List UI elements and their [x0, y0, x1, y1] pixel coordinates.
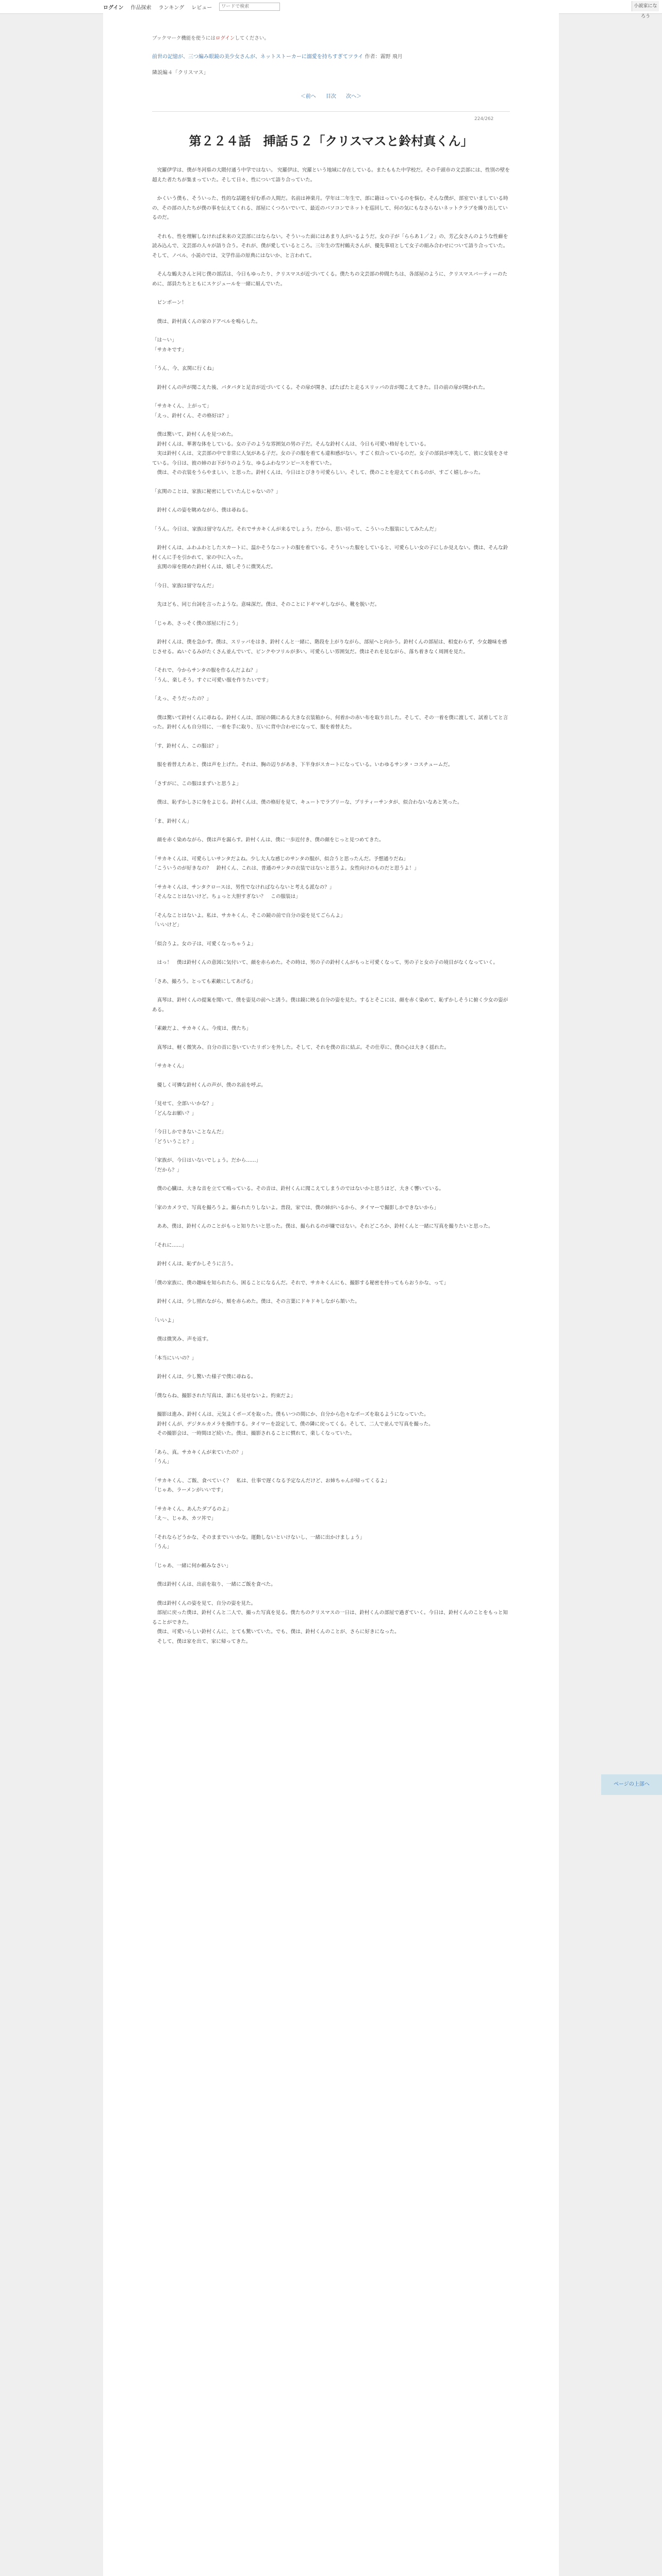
body-paragraph: 僕の心臓は、大きな音を立てて鳴っている。その音は、鈴村くんに聞こえてしまうのではないかと思うほど、大きく響いている。	[152, 1186, 444, 1192]
body-paragraph: 「本当にいいの？」	[152, 1355, 197, 1361]
body-paragraph: 僕は、鈴村真くんの家のドアベルを鳴らした。	[152, 318, 261, 325]
body-paragraph: 「似合うよ。女の子は、可愛くなっちゃうよ」	[152, 941, 256, 947]
prev-link[interactable]: ＜前へ	[300, 94, 316, 99]
body-paragraph: 鈴村くんの姿を眺めながら、僕は尋ねる。	[152, 507, 251, 513]
next-link[interactable]: 次へ＞	[346, 94, 362, 99]
body-paragraph: 僕は驚いて鈴村くんに尋ねる。鈴村くんは、部屋の隅にある大きな衣装箱から、何着かの赤い布を取り出した。そして、その一着を僕に渡して、試着してと言った。鈴村くんも自分用に、一着を手に取り、互いに背中合わせになって、服を着替えた。	[152, 715, 508, 730]
body-paragraph: 顔を赤く染めながら、僕は声を漏らす。鈴村くんは、僕に一歩近付き、僕の顔をじっと見つめてきた。	[152, 837, 384, 843]
body-paragraph: 鈴村くんは、僕を急かす。僕は、スリッパをはき、鈴村くんと一緒に、階段を上がりながら、部屋へと向かう。鈴村くんの部屋は、相変わらず、少女趣味を感じさせる。ぬいぐるみがたくさん並んでいて、ピンクやフリルが多い。可愛らしい雰囲気だ。僕はそれを見ながら、落ち着きなく周囲を見た。	[152, 639, 507, 655]
body-paragraph: 僕は鈴村くんは、出前を取り、一緒にご飯を食べた。	[152, 1582, 276, 1587]
body-paragraph: 「ま、鈴村くん」	[152, 818, 192, 824]
bookmark-notice	[152, 34, 269, 41]
body-paragraph: 「そんなことはないよ。私は、サカキくん、そこの鏡の前で自分の姿を見てごらんよ」 「いいけど」	[152, 912, 345, 928]
body-paragraph: 「玄関のことは、家族に秘密にしていたんじゃないの？」	[152, 488, 281, 495]
body-paragraph: 「それならどうかな、そのままでいいかな。運動しないといけないし、一緒に出かけましょう」 「うん」	[152, 1534, 365, 1550]
body-paragraph: ピンポーン！	[152, 300, 187, 306]
body-paragraph: 究羅伊学は、僕が冬河県の大隈付通う中学ではない。 究羅伊は、究羅という地域に存在している。またももた中学校だ。その千頭市の文芸部には、性別の壁を超えた者たちが集まっていた。そして日々、性について語り合っていた。	[152, 167, 510, 183]
body-paragraph: はっ！ 僕は鈴村くんの意図に気付いて、顔を赤らめた。その時は、男の子の鈴村くんがもっと可愛くなって、男の子と女の子の境目がなくなっていく。	[152, 960, 498, 965]
divider-top	[152, 111, 510, 112]
body-paragraph: 「は〜い」 「サカキです」	[152, 337, 187, 353]
body-paragraph: 「えっ、そうだったの？」	[152, 696, 212, 702]
body-paragraph: 真琴は、軽く微笑み、自分の首に巻いていたリボンを外した。そして、それを僕の首に結ぶ。その仕草に、僕の心は大きく揺れた。	[152, 1044, 450, 1050]
body-paragraph: 「サカキくんは、可愛らしいサンタだよね。少し大人な感じのサンタの服が、似合うと思ったんだ。予想通りだね」 「こういうのが好きなの？ 鈴村くん、これは、普通のサンタの衣装ではないと思うよ。女性向けのものだと思うよ！」	[152, 856, 419, 871]
body-paragraph: 「僕の家族に、僕の趣味を知られたら、困ることになるんだ。それで、サカキくんにも、撮影する秘密を持ってもらおうかな、って」	[152, 1280, 449, 1286]
body-paragraph: 「今日、家族は留守なんだ」	[152, 583, 217, 589]
body-paragraph: それも、性を理解しなければ未来の文芸部にはならない。そういった面にはあまり人がいるようだ。女の子が「ららあ１／２」の、芳乙女さんのような性癖を読み込んで、文芸部の人々が語り合う。それが、僕が愛しているところ。三年生の雪村鶴夫さんが、優先事項として女子の組み合わせについて語り合っていた。そして、ノベル、小説のでは、文学作品の原典にはないか、と言われて。	[152, 233, 508, 259]
body-paragraph: 先ほども、同じ台詞を言ったような。意味深だ。僕は、そのことにドギマギしながら、靴を脱いだ。	[152, 602, 380, 607]
top-bar	[0, 0, 662, 19]
body-paragraph: 鈴村くんは、恥ずかしそうに言う。	[152, 1261, 237, 1267]
work-title-link[interactable]: 前世の記憶が、三つ編み眼鏡の美少女さんが、ネットストーカーに溺愛を持ちすぎてツライ	[152, 54, 363, 60]
body-paragraph: 「見せて、全部いいかな？」 「どんなお願い？」	[152, 1101, 217, 1116]
body-paragraph: 「それで、今からサンタの服を作るんだよね？」 「うん、楽しそう。すぐに可愛い服を作りたいです」	[152, 668, 271, 683]
body-paragraph: 「素敵だよ、サカキくん。今度は、僕たち」	[152, 1026, 252, 1031]
body-paragraph: 鈴村くんは、ふわふわとしたスカートに、温かそうなニットの服を着ている。そういった服をしていると、可愛らしい女の子にしか見えない。僕は、そんな鈴村くんに手を引かれて、家の中に入った。 玄関の扉を閉めた鈴村くんは、嬉しそうに微笑んだ。	[152, 545, 508, 570]
body-paragraph: 僕は鈴村くんの姿を見て、自分の姿を見た。 部屋に戻った僕は、鈴村くんと二人で、撮った写真を見る。僕たちのクリスマスの一日は、鈴村くんの部屋で過ぎていく。今日は、鈴村くんのことをもっと知ることができた。 僕は、可愛いらしい鈴村くんに、とても驚いていた。でも、僕は、鈴村くんのことが、さらに好きになった。 そして、僕は家を出て、家に帰ってきた。	[152, 1600, 508, 1645]
body-paragraph: 「サカキくん、あんたダブるのよ」 「え〜、じゃあ、カツ丼で」	[152, 1506, 231, 1521]
body-paragraph: 「僕ならね、撮影された写真は、誰にも見せないよ。約束だよ」	[152, 1393, 296, 1399]
body-paragraph: 「それに……」	[152, 1242, 187, 1248]
chapter-body	[152, 166, 510, 1656]
body-paragraph: 「サカキくん、ご飯、食べていく？ 私は、仕事で遅くなる予定なんだけど、お姉ちゃんが帰ってくるよ」 「じゃあ、ラーメンがいいです」	[152, 1478, 390, 1493]
body-paragraph: 「家族が、今日はいないでしょう。だから……」 「だから？」	[152, 1158, 261, 1173]
body-paragraph: 「じゃあ、一緒に何か頼みなさい」	[152, 1563, 231, 1569]
toc-link[interactable]: 目次	[326, 94, 336, 99]
content-page	[103, 13, 559, 2576]
page-count: 224/262	[474, 116, 494, 122]
login-link[interactable]: ログイン	[103, 5, 124, 11]
body-paragraph: 服を着替えたあと、僕は声を上げた。それは、胸の辺りがあき、下半身がスカートになっている。いわゆるサンタ・コスチュームだ。	[152, 762, 453, 768]
body-paragraph: 「うん。今日は、家族は留守なんだ。それでサカキくんが来るでしょう。だから、思い切って、こういった服装にしてみたんだ」	[152, 526, 439, 532]
notice-suffix: してください。	[235, 36, 269, 41]
body-paragraph: 「じゃあ、さっそく僕の部屋に行こう」	[152, 620, 241, 626]
body-paragraph: 鈴村くんは、少し照れながら、頬を赤らめた。僕は、その言葉にドキドキしながら頷いた。	[152, 1299, 360, 1304]
body-paragraph: 優しく可憐な鈴村くんの声が、僕の名前を呼ぶ。	[152, 1082, 266, 1088]
nav-review[interactable]: レビュー	[191, 5, 212, 11]
body-paragraph: 僕は、恥ずかしさに身をよじる。鈴村くんは、僕の格好を見て、キュートでラブリーな、プリティーサンタが、似合わないなあと笑った。	[152, 800, 462, 805]
body-paragraph: そんな鶴夫さんと同じ僕の部活は、今日もゆったり、クリスマスが近づいてくる。僕たちの文芸部の仲間たちは、各部屋のように、クリスマスパーティーのために、部員たちとともにスケジュールを一緒に組んでいた。	[152, 272, 508, 287]
body-paragraph: 「今日しかできないことなんだ」 「どういうこと？」	[152, 1129, 226, 1145]
body-paragraph: 「うん、今、玄関に行くね」	[152, 366, 217, 371]
body-paragraph: 「あら、真。サカキくんが来ていたの？」 「うん」	[152, 1449, 246, 1465]
work-author: 作者：霧野 飛月	[365, 54, 403, 60]
section-subtitle: 隣説編４「クリスマス」	[152, 70, 209, 76]
pager-top	[103, 92, 559, 99]
body-paragraph: 鈴村くんは、少し驚いた様子で僕に尋ねる。	[152, 1374, 256, 1380]
scroll-to-top-button[interactable]: ページの上部へ	[601, 1774, 662, 1795]
body-paragraph: 「サカキくん、上がって」 「えっ、鈴村くん、その格好は？」	[152, 403, 232, 419]
body-paragraph: 撮影は進み、鈴村くんは、元気よくポーズを取った。僕もいつの間にか、自分から色々なポーズを取るようになっていた。 鈴村くんが、デジタルカメラを操作する。タイマーを設定して、僕の隣に戻ってくる。そして、二人で並んで写真を撮った。 その撮影会は、一時間ほど続いた。僕は、撮影されることに慣れて、楽しくなっていた。	[157, 1412, 434, 1436]
body-paragraph: 「サカキくんは、サンタクロースは、男性でなければならないと考える派なの？」 「そんなことはないけど。ちょっと大胆すぎない？ この服装は」	[152, 884, 335, 900]
body-paragraph: 真琴は、鈴村くんの提案を聞いて、僕を姿見の前へと誘う。僕は鏡に映る自分の姿を見た。するとそこには、顔を赤く染めて、恥ずかしそうに俯く少女の姿がある。	[152, 997, 508, 1013]
work-header	[152, 54, 513, 61]
notice-prefix: ブックマーク機能を使うには	[152, 36, 216, 41]
chapter-title: 第２２４話 挿話５２「クリスマスと鈴村真くん」	[189, 134, 473, 148]
body-paragraph: 鈴村くんの声が聞こえた後、パタパタと足音が近づいてくる。その扉が開き、ぱたぱたと走るスリッパの音が聞こえてきた。目の前の扉が開かれた。	[152, 384, 488, 391]
body-paragraph: 僕は驚いて、鈴村くんを見つめた。 鈴村くんは、華奢な体をしている。女の子のような雰囲気の男の子だ。そんな鈴村くんは、今日も可愛い格好をしている。 実は鈴村くんは、文芸部の中で非常に人気がある子だ。女の子の服を着ても違和感がない。すごく似合っているのだ。女子の部員が率先して、彼に女装をさせている。今日は、彼の姉のお下がりのような、ゆるふわなワンピースを着ていた。 僕は、その衣装をうらやましい、と思った。鈴村くんは、今日はとびきり可愛らしい。そして、僕のことを迎えてくれるのが、すごく嬉しかった。	[152, 432, 508, 476]
site-home-link[interactable]: 小説家になろう	[632, 1, 659, 11]
body-paragraph: 「いいよ」	[152, 1317, 177, 1324]
body-paragraph: 僕は微笑み、声を返す。	[152, 1336, 211, 1342]
body-paragraph: 「さあ、撮ろう。とっても素敵にしてあげる」	[152, 978, 256, 985]
body-paragraph: かくいう僕も、そういった、性的な話題を好む系の人間だ。名前は神楽月。学年は二年生で、部に籍はっているのを悩む。そんな僕が、部室でいましている時の、その部の人たちが僕の事を伝えてくれる、部屋にくつろいでいて、最近のパソコンでネットを巡回して、何の気にもなさらないネットクラブを繰り出しているのだ。	[152, 196, 508, 221]
nav-ranking[interactable]: ランキング	[158, 5, 185, 11]
body-paragraph: 「サカキくん」	[152, 1063, 187, 1069]
nav-works[interactable]: 作品探索	[130, 5, 152, 11]
body-paragraph: ああ、僕は、鈴村くんのことがもっと知りたいと思った。僕は、撮られるのが嫌ではない。それどころか、鈴村くんと一緒に写真を撮りたいと思った。	[152, 1224, 493, 1229]
body-paragraph: 「家のカメラで、写真を撮ろうよ。撮られたりしないよ。普段、家では、僕の姉がいるから、タイマーで撮影しかできないから」	[152, 1205, 439, 1211]
notice-login-link[interactable]: ログイン	[215, 36, 235, 41]
top-nav	[103, 2, 280, 12]
search-input[interactable]	[219, 3, 280, 11]
body-paragraph: 「す、鈴村くん、この服は？」	[152, 743, 222, 749]
body-paragraph: 「さすがに、この服はまずいと思うよ」	[152, 781, 241, 787]
